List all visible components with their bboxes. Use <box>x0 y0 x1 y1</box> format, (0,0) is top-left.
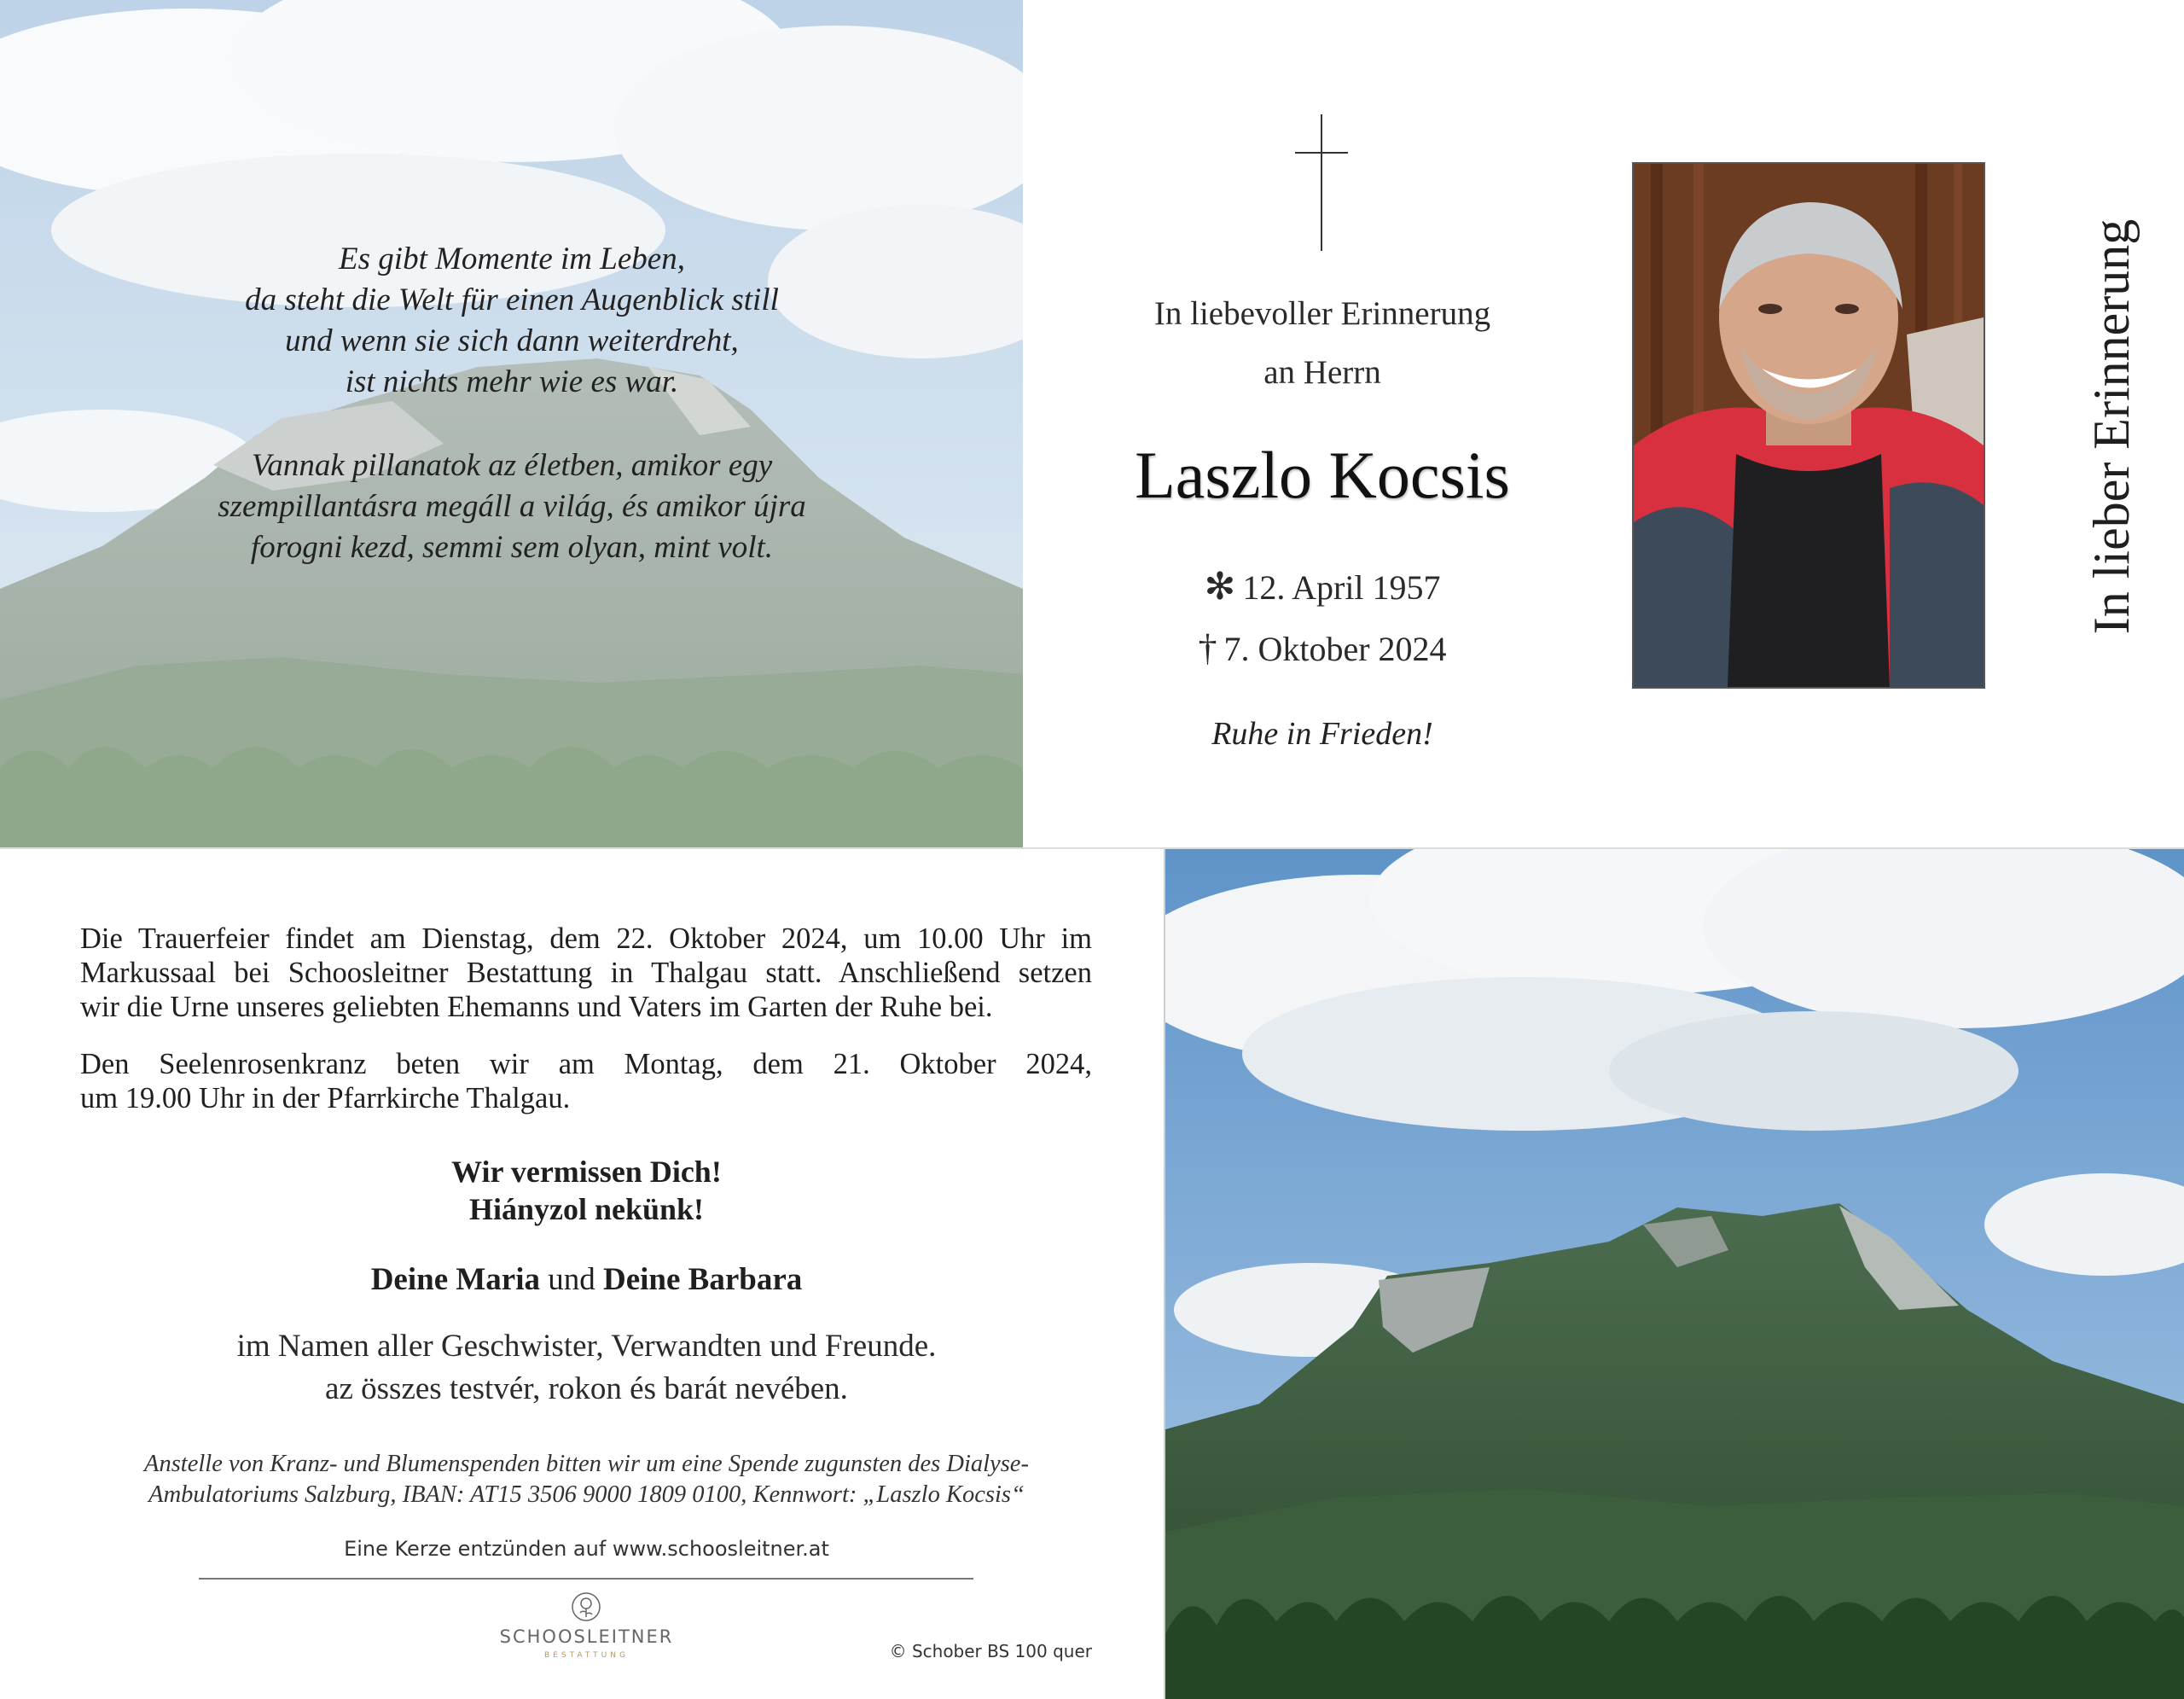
birth-date <box>1109 565 1536 608</box>
memory-subheading: an Herrn <box>1263 354 1381 391</box>
portrait-photo <box>1632 162 1985 689</box>
family-german: im Namen aller Geschwister, Verwandten und Freunde. <box>236 1329 937 1364</box>
cross-icon <box>1321 114 1322 251</box>
signer-maria: Deine Maria <box>370 1262 540 1297</box>
signers <box>171 1261 1002 1298</box>
vertical-title: In lieber Erinnerung <box>2083 218 2140 635</box>
rose-logo-icon <box>571 1591 601 1622</box>
rest-in-peace: Ruhe in Frieden! <box>1211 716 1433 752</box>
death-date-text: 7. Oktober 2024 <box>1223 630 1447 668</box>
miss-you-hungarian: Hiányzol nekünk! <box>468 1192 705 1226</box>
text-line: um 19.00 Uhr in der Pfarrkirche Thalgau. <box>80 1082 571 1114</box>
birth-date-text: 12. April 1957 <box>1242 568 1441 607</box>
white-overlay <box>0 0 1023 847</box>
note-line: Anstelle von Kranz- und Blumenspenden bitten wir um eine Spende zugunsten des Dialyse- <box>144 1451 1029 1477</box>
birth-star-icon: ✻ <box>1204 566 1236 608</box>
signer-joiner: und <box>548 1262 595 1297</box>
quote-line: forogni kezd, semmi sem olyan, mint volt. <box>250 530 774 565</box>
rosary-details <box>80 1047 1092 1115</box>
family-hungarian: az összes testvér, rokon és barát nevében. <box>325 1371 848 1406</box>
death-date <box>1109 626 1536 670</box>
quote-hungarian <box>77 445 947 568</box>
text-line: Markussaal bei Schoosleitner Bestattung in Thalgau statt. Anschließend setzen <box>80 957 1092 989</box>
text-line: Den Seelenrosenkranz beten wir am Montag, dem 21. Oktober 2024, <box>80 1048 1092 1080</box>
mountain-photo <box>1165 849 2184 1699</box>
note-line: Ambulatoriums Salzburg, IBAN: AT15 3506 9000 1809 0100, Kennwort: „Laszlo Kocsis“ <box>148 1481 1025 1508</box>
logo-subtitle: BESTATTUNG <box>544 1651 629 1660</box>
portrait-image <box>1634 164 1984 687</box>
quote-line: da steht die Welt für einen Augenblick still <box>245 282 779 317</box>
quote-line: ist nichts mehr wie es war. <box>345 364 679 399</box>
death-cross-icon: † <box>1198 627 1217 669</box>
quote-line: szempillantásra megáll a világ, és amikor újra <box>218 489 806 524</box>
memory-heading: In liebevoller Erinnerung <box>1153 295 1491 332</box>
cross-icon-bar <box>1295 152 1348 154</box>
text-line: Die Trauerfeier findet am Dienstag, dem 22. Oktober 2024, um 10.00 Uhr im <box>80 922 1092 955</box>
footer-rule <box>199 1578 973 1580</box>
quote-line: und wenn sie sich dann weiterdreht, <box>285 323 739 358</box>
quote-line: Es gibt Momente im Leben, <box>339 241 685 276</box>
deceased-name: Laszlo Kocsis <box>1135 438 1510 512</box>
text-line: wir die Urne unseres geliebten Ehemanns und Vaters im Garten der Ruhe bei. <box>80 991 993 1023</box>
candle-link[interactable]: Eine Kerze entzünden auf www.schoosleitner.at <box>344 1537 829 1561</box>
logo-wordmark: SCHOOSLEITNER <box>499 1626 674 1647</box>
faded-mountain-panel <box>0 0 1023 847</box>
donation-note <box>51 1449 1122 1510</box>
quote-german <box>77 239 947 403</box>
quote-line: Vannak pillanatok az életben, amikor egy <box>251 448 773 483</box>
mountain-photo-panel <box>1165 849 2184 1699</box>
miss-you-german: Wir vermissen Dich! <box>451 1155 722 1189</box>
copyright: © Schober BS 100 quer <box>889 1641 1092 1661</box>
funeral-details <box>80 922 1092 1024</box>
signer-barbara: Deine Barbara <box>603 1262 803 1297</box>
